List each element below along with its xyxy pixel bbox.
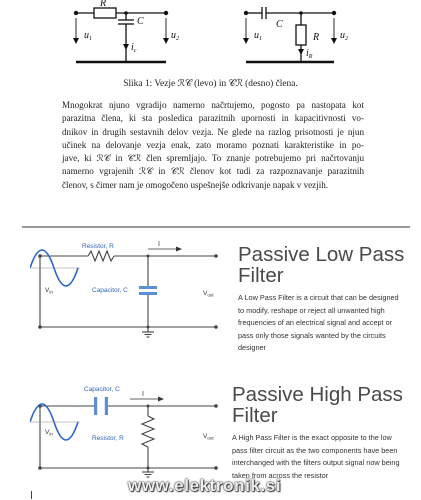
site-watermark: www.elektronik.si — [128, 476, 282, 495]
rc-capacitor-label: C — [137, 16, 144, 27]
paragraph-line: parazitna člena, ki sta posledica parazitnih upornosti in kapacitivnosti vo- — [62, 113, 364, 124]
figure-caption: Slika 1: Vezje ℛ𝒞 (levo) in 𝒞ℛ (desno) člena. — [123, 79, 298, 89]
low-pass-description: A Low Pass Filter is a circuit that can be designed to modify, reshape or reject all unwanted high frequencies of an electrical signal and accept or pass only those signals wanted by the circuits designer — [238, 293, 399, 353]
cr-input-label: $u_1$ — [254, 30, 262, 42]
high-resistor-label: Resistor, R — [92, 435, 124, 442]
high-capacitor-label: Capacitor, C — [84, 386, 120, 393]
text-cursor — [31, 491, 32, 499]
low-current-label: I — [158, 241, 160, 248]
cr-current-label: $i_R$ — [306, 48, 313, 60]
rc-current-label: $i_c$ — [131, 42, 137, 54]
rc-resistor-label: R — [100, 0, 107, 9]
paragraph-line: jave, ki ℛ𝒞 in 𝒞ℛ člen spremljajo. To znanje potrebujemo pri načrtovanju — [62, 153, 364, 164]
low-vin-label: $V_{in}$ — [45, 287, 53, 295]
rc-cr-schematics — [0, 0, 421, 74]
low-pass-title: Passive Low Pass Filter — [238, 243, 405, 287]
paragraph-line: Mnogokrat njuno vgradijo namerno načrtujemo, pogosto pa nastopata kot — [62, 100, 364, 110]
paragraph-line: dnikov in drugih sestavnih delov vezja. Ne glede na razlog prisotnosti je njun — [62, 126, 364, 137]
section-divider — [22, 226, 410, 228]
cr-output-label: $u_2$ — [340, 30, 348, 42]
high-vin-label: $V_{in}$ — [45, 429, 53, 437]
cr-capacitor-label: C — [276, 19, 283, 30]
low-vout-label: $V_{out}$ — [203, 290, 214, 298]
paragraph-line: učinek na delovanje vezja enak, zato moramo poznati karakteristike in po- — [62, 139, 364, 150]
high-vout-label: $V_{out}$ — [203, 433, 214, 441]
paragraph-line: členov, s čimer nam je omogočeno uspešnejše odkrivanje napak v vezjih. — [62, 179, 329, 190]
rc-input-label: $u_1$ — [84, 30, 92, 42]
high-pass-diagram — [30, 372, 226, 482]
cr-resistor-label: R — [313, 32, 320, 43]
low-pass-diagram — [30, 232, 226, 342]
high-pass-description: A High Pass Filter is the exact opposite to the low pass filter circuit as the two components have been interchanged with the filters output signal now being taken from across the resistor — [232, 433, 400, 480]
low-capacitor-label: Capacitor, C — [92, 287, 128, 294]
low-resistor-label: Resistor, R — [82, 243, 114, 250]
rc-output-label: $u_2$ — [171, 30, 179, 42]
body-paragraph — [62, 99, 364, 192]
high-current-label: I — [142, 391, 144, 398]
paragraph-line: namerno vgrajenih ℛ𝒞 in 𝒞ℛ členov kot tudi za razpoznavanje parazitnih — [62, 166, 364, 177]
high-pass-title: Passive High Pass Filter — [232, 383, 403, 427]
